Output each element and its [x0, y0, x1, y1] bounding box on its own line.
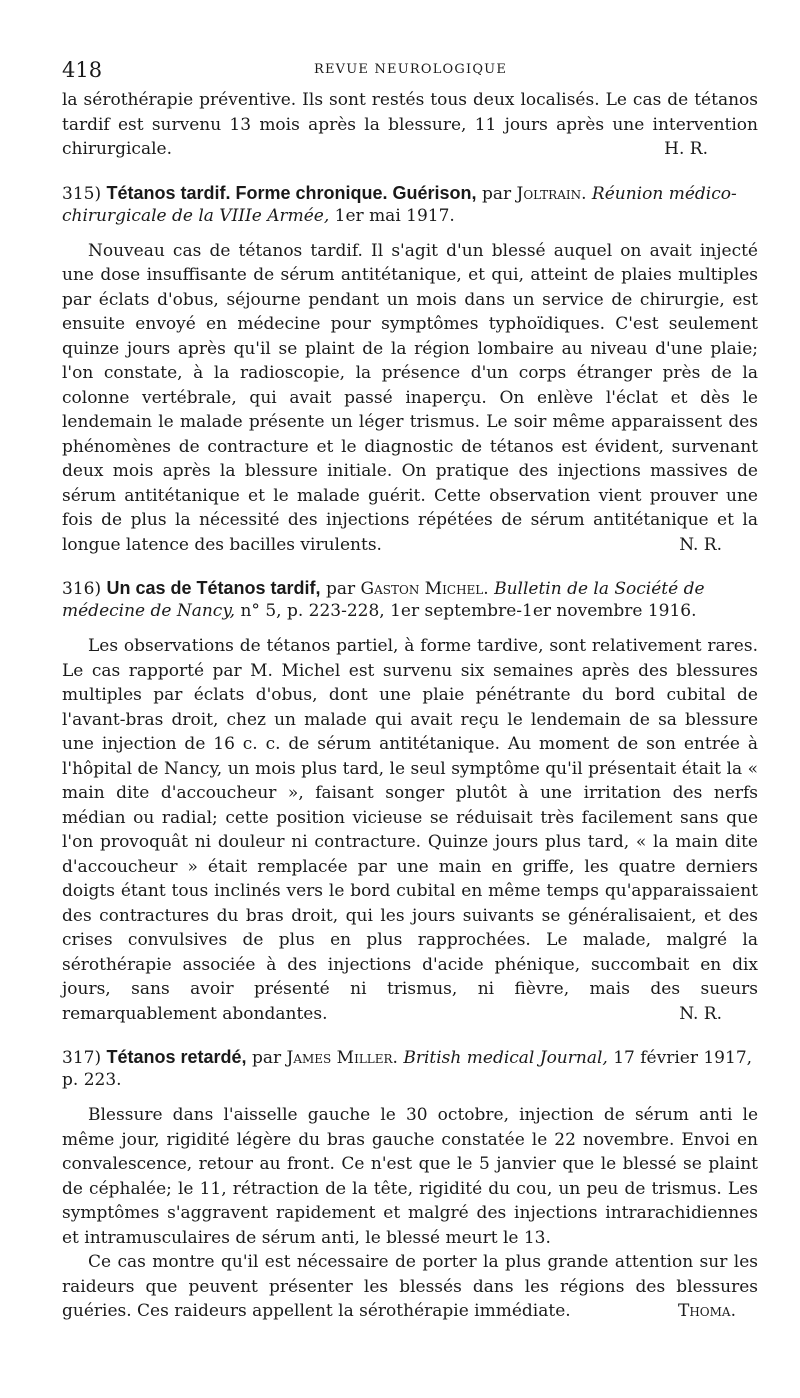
entry-title: Tétanos retardé,	[106, 1047, 247, 1067]
entry-315-heading	[62, 182, 758, 227]
entry-body: Nouveau cas de tétanos tardif. Il s'agit d'un blessé auquel on avait injecté une dose insuffisante de sérum antitétanique, et qui, atteint de plaies multiples par éclats d'obus, séjourne pendant un mois dans un service de chirurgie, est ensuite envoyé en médecine pour symptômes typhoïdiques. C'est seulement quinze jours après qu'il se plaint de la région lombaire au niveau d'une plaie; l'on constate, à la radioscopie, la présence d'un corps étranger près de la colonne vertébrale, qui avait passé inaperçu. On enlève l'éclat et dès le lendemain le malade présente un léger trismus. Le soir même apparaissent des phénomènes de contracture et le diagnostic de tétanos est évident, survenant deux mois après la blessure initiale. On pratique des injections massives de sérum antitétanique et le malade guérit. Cette observation vient prouver une fois de plus la nécessité des injections répétées de sérum antitétanique et la longue latence des bacilles virulents.	[62, 240, 758, 555]
running-head: REVUE NEUROLOGIQUE	[314, 62, 508, 77]
entry-317-heading	[62, 1046, 758, 1091]
page-header	[62, 52, 758, 88]
intro-text: la sérothérapie préventive. Ils sont restés tous deux localisés. Le cas de tétanos tardif est survenu 13 mois après la blessure, 11 jours après une intervention chirurgicale.	[62, 90, 758, 159]
entry-by: par	[251, 1048, 282, 1068]
entry-date: n° 5, p. 223-228, 1er septembre-1er novembre 1916.	[240, 601, 697, 621]
entry-number: 315)	[62, 183, 102, 204]
intro-initials: H. R.	[664, 139, 708, 159]
entry-by: par	[325, 579, 356, 599]
entry-publication: Bulletin de la Société de médecine de Nancy,	[62, 579, 705, 621]
entry-date: 17 février 1917, p. 223.	[62, 1048, 753, 1090]
entry-paragraph	[62, 634, 758, 1026]
entry-title: Tétanos tardif. Forme chronique. Guérison,	[106, 182, 477, 203]
entry-317	[62, 1046, 758, 1324]
entry-316-heading	[62, 577, 758, 622]
entry-body: Les observations de tétanos partiel, à forme tardive, sont relativement rares. Le cas rapporté par M. Michel est survenu six semaines après des blessures multiples par éclats d'obus, dont une plaie pénétrante du bord cubital de l'avant-bras droit, chez un malade qui avait reçu le lendemain de sa blessure une injection de 16 c. c. de sérum antitétanique. Au moment de son entrée à l'hôpital de Nancy, un mois plus tard, le seul symptôme qu'il présentait était la « main dite d'accoucheur », faisant songer plutôt à une irritation des nerfs médian ou radial; cette position vicieuse se réduisait très facilement sans que l'on provoquât ni douleur ni contracture. Quinze jours plus tard, « la main dite d'accoucheur » était remplacée par une main en griffe, les quatre derniers doigts étant tous inclinés vers le bord cubital en même temps qu'apparaissaient des contractures du bras droit, qui les jours suivants se généralisaient, et des crises convulsives de plus en plus rapprochées. Le malade, malgré la sérothérapie associée à des injections d'acide phénique, succombait en dix jours, sans avoir présenté ni trismus, ni fièvre, mais des sueurs remarquablement abondantes.	[62, 636, 758, 1024]
entry-number: 316)	[62, 579, 102, 599]
entry-body: Blessure dans l'aisselle gauche le 30 octobre, injection de sérum anti le même jour, rigidité légère du bras gauche constatée le 22 novembre. Envoi en convalescence, retour au front. Ce n'est que le 5 janvier que le blessé se plaint de céphalée; le 11, rétraction de la tête, rigidité du cou, un peu de trismus. Les symptômes s'aggravent rapidement et malgré des injections intrarachidiennes et intramusculaires de sérum anti, le blessé meurt le 13.	[62, 1105, 758, 1248]
entry-initials: Thoma.	[678, 1301, 736, 1321]
entry-315	[62, 182, 758, 558]
document-page	[62, 52, 758, 1324]
intro-paragraph	[62, 88, 758, 162]
entry-author: James Miller.	[286, 1048, 398, 1068]
entry-initials: N. R.	[679, 1003, 722, 1024]
entry-initials: N. R.	[679, 534, 722, 555]
entry-author: Joltrain.	[516, 183, 587, 204]
page-number: 418	[62, 58, 103, 82]
entry-title: Un cas de Tétanos tardif,	[106, 578, 321, 598]
entry-publication: British medical Journal,	[403, 1048, 608, 1068]
entry-publication: Réunion médico-chirurgicale de la VIIIe Armée,	[62, 183, 737, 226]
entry-date: 1er mai 1917.	[334, 205, 455, 226]
entry-paragraph	[62, 1250, 758, 1324]
entry-316	[62, 577, 758, 1026]
entry-number: 317)	[62, 1048, 102, 1068]
entry-by: par	[481, 183, 512, 204]
entry-paragraph	[62, 239, 758, 558]
entry-body: Ce cas montre qu'il est nécessaire de porter la plus grande attention sur les raideurs que peuvent présenter les blessés dans les régions des blessures guéries. Ces raideurs appellent la sérothérapie immédiate.	[62, 1252, 758, 1321]
entry-paragraph	[62, 1103, 758, 1250]
entry-author: Gaston Michel.	[360, 579, 489, 599]
